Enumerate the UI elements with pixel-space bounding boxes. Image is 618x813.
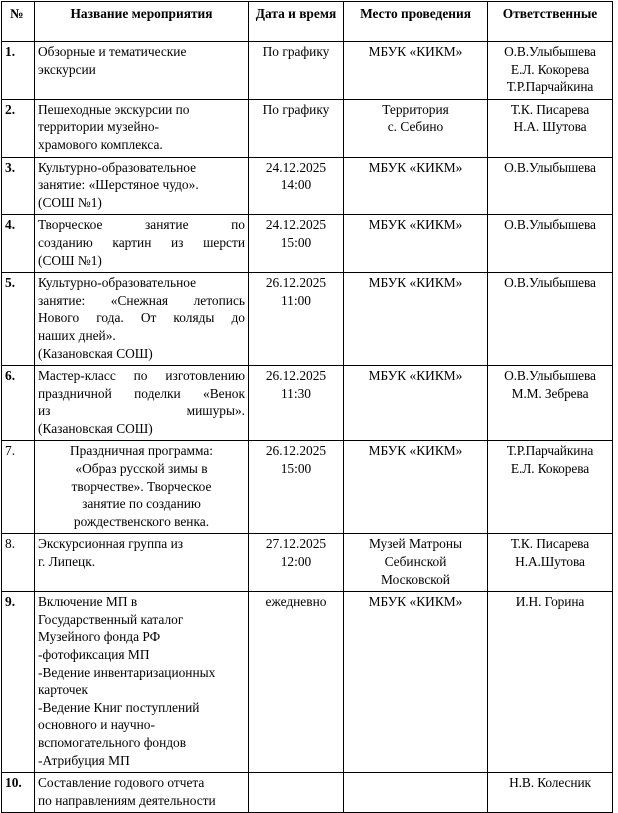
event-date (249, 157, 344, 215)
table-row (2, 441, 613, 534)
event-name-line: занятие: «Снежная летопись (38, 292, 245, 308)
header-name: Название мероприятия (35, 2, 249, 42)
event-responsible (488, 273, 613, 366)
event-place-line: Себинской (384, 554, 447, 570)
event-date-line: 14:00 (280, 177, 312, 193)
event-name-line: созданию картин из шерсти (38, 234, 245, 250)
event-name-line: -Атрибуция МП (38, 752, 130, 768)
event-name-line: (Казановская СОШ) (38, 420, 153, 436)
event-name-line: вспомогательного фондов (38, 734, 187, 750)
event-place (344, 99, 488, 157)
event-name (35, 592, 249, 773)
event-date-line: 26.12.2025 (265, 443, 327, 459)
table-row (2, 273, 613, 366)
events-table (1, 1, 613, 813)
header-row (2, 2, 613, 42)
event-responsible (488, 592, 613, 773)
event-name-line: -фотофиксация МП (38, 647, 150, 662)
event-name (35, 441, 249, 534)
event-responsible-line: И.Н. Горина (515, 594, 585, 610)
event-place (344, 773, 488, 813)
event-place (344, 157, 488, 215)
event-responsible-line: О.В.Улыбышева (504, 159, 596, 175)
event-name-line: рождественского венка. (73, 513, 210, 529)
event-name-line: из мишуры». (38, 403, 245, 419)
row-number: 9. (2, 592, 35, 773)
event-name-line: занятие: «Шерстяное чудо». (38, 177, 199, 193)
event-place-line: МБУК «КИКМ» (368, 443, 463, 459)
event-date (249, 773, 344, 813)
event-date-line: 26.12.2025 (265, 368, 327, 384)
event-responsible (488, 157, 613, 215)
event-name-line: территории музейно- (38, 119, 159, 135)
header-date: Дата и время (249, 2, 344, 42)
event-name-line: Праздничная программа: (69, 443, 214, 459)
row-number: 1. (2, 42, 35, 100)
event-place-line: с. Себино (387, 119, 444, 135)
event-name (35, 534, 249, 592)
event-name-line: -Ведение инвентаризационных (38, 664, 216, 680)
event-name-line: Культурно-образовательное (38, 159, 197, 175)
event-name-line: Мастер-класс по изготовлению (38, 368, 245, 384)
event-responsible-line: Е.Л. Кокорева (510, 61, 590, 77)
event-name-line: (СОШ №1) (38, 194, 102, 210)
event-name (35, 273, 249, 366)
event-responsible-line: Т.К. Писарева (510, 536, 590, 552)
event-responsible (488, 773, 613, 813)
event-name (35, 773, 249, 813)
event-date (249, 215, 344, 273)
event-name-line: «Образ русской зимы в (75, 461, 208, 477)
event-name-line: (Казановская СОШ) (38, 345, 153, 361)
event-name-line: Нового года. От коляды до (38, 310, 245, 326)
event-responsible-line: О.В.Улыбышева (504, 44, 596, 59)
event-place (344, 42, 488, 100)
event-responsible-line: Н.А. Шутова (513, 119, 587, 135)
event-date (249, 99, 344, 157)
event-place-line: Московской (381, 571, 450, 587)
event-date-line: 11:30 (280, 385, 311, 401)
event-responsible (488, 534, 613, 592)
table-row (2, 42, 613, 100)
event-place (344, 534, 488, 592)
event-place-line: Музей Матроны (368, 536, 463, 552)
row-number: 2. (2, 99, 35, 157)
event-name-line: экскурсии (38, 61, 96, 77)
event-responsible (488, 99, 613, 157)
event-date-line: 11:00 (280, 292, 311, 308)
event-name-line: наших дней». (38, 327, 116, 343)
event-place-line: Территория (382, 101, 449, 117)
event-date-line: 12:00 (280, 554, 312, 570)
event-responsible-line: Т.К. Писарева (510, 101, 590, 117)
event-date-line: 24.12.2025 (265, 217, 327, 233)
event-place (344, 366, 488, 441)
event-name-line: по направлениям деятельности (38, 792, 216, 808)
event-place (344, 215, 488, 273)
event-date (249, 592, 344, 773)
table-row (2, 366, 613, 441)
event-place-line: МБУК «КИКМ» (368, 217, 463, 233)
event-name (35, 157, 249, 215)
event-place (344, 273, 488, 366)
event-date (249, 441, 344, 534)
event-responsible-line: Т.Р.Парчайкина (506, 443, 594, 459)
event-date-line: 26.12.2025 (265, 275, 327, 291)
event-date-line: ежедневно (265, 594, 327, 610)
row-number: 3. (2, 157, 35, 215)
table-row (2, 99, 613, 157)
event-date-line: 15:00 (280, 234, 312, 250)
event-date-line: 27.12.2025 (265, 536, 327, 552)
event-responsible-line: Е.Л. Кокорева (510, 461, 590, 477)
event-date (249, 273, 344, 366)
table-row (2, 215, 613, 273)
row-number: 7. (2, 441, 35, 534)
event-responsible-line: М.М. Зебрева (511, 385, 589, 401)
event-name-line: Включение МП в (38, 594, 138, 610)
event-responsible-line: Т.Р.Парчайкина (506, 79, 594, 95)
event-place-line: МБУК «КИКМ» (368, 275, 463, 291)
header-num: № (2, 2, 35, 42)
event-name-line: праздничной поделки «Венок (38, 385, 245, 401)
header-place: Место проведения (344, 2, 488, 42)
event-name-line: занятие по созданию (82, 496, 201, 512)
event-date-line: По графику (262, 101, 330, 117)
event-name (35, 366, 249, 441)
event-name-line: основного и научно- (38, 717, 155, 733)
event-name-line: -Ведение Книг поступлений (38, 699, 200, 715)
event-name-line: (СОШ №1) (38, 252, 102, 268)
event-responsible-line: Н.В. Колесник (509, 775, 591, 791)
event-place-line: МБУК «КИКМ» (368, 594, 463, 610)
event-name-line: Экскурсионная группа из (38, 536, 184, 552)
event-place-line: МБУК «КИКМ» (368, 368, 463, 384)
event-name-line: Обзорные и тематические (38, 44, 187, 59)
event-date-line: 24.12.2025 (265, 159, 327, 175)
event-date-line: По графику (262, 44, 330, 59)
row-number: 4. (2, 215, 35, 273)
event-name-line: карточек (38, 682, 88, 698)
event-name-line: Государственный каталог (38, 611, 184, 627)
event-date (249, 534, 344, 592)
event-responsible-line: О.В.Улыбышева (504, 275, 596, 291)
event-name-line: Составление годового отчета (38, 775, 205, 791)
event-responsible (488, 366, 613, 441)
event-responsible (488, 215, 613, 273)
row-number: 8. (2, 534, 35, 592)
event-date (249, 366, 344, 441)
event-place-line: МБУК «КИКМ» (368, 159, 463, 175)
table-row (2, 592, 613, 773)
table-row (2, 157, 613, 215)
event-responsible (488, 441, 613, 534)
event-place (344, 441, 488, 534)
event-name (35, 99, 249, 157)
event-name-line: храмового комплекса. (38, 136, 163, 152)
row-number: 5. (2, 273, 35, 366)
event-responsible (488, 42, 613, 100)
event-name-line: Культурно-образовательное (38, 275, 197, 291)
event-name-line: творчестве». Творческое (71, 478, 212, 494)
table-row (2, 534, 613, 592)
event-name (35, 42, 249, 100)
event-date (249, 42, 344, 100)
event-name-line: Пешеходные экскурсии по (38, 101, 190, 117)
event-responsible-line: Н.А.Шутова (515, 554, 585, 570)
event-date-line: 15:00 (280, 461, 312, 477)
event-name-line: г. Липецк. (38, 554, 96, 570)
row-number: 6. (2, 366, 35, 441)
row-number: 10. (2, 773, 35, 813)
event-place-line: МБУК «КИКМ» (368, 44, 463, 59)
event-name-line: Музейного фонда РФ (38, 629, 161, 645)
table-row (2, 773, 613, 813)
event-responsible-line: О.В.Улыбышева (504, 217, 596, 233)
event-name-line: Творческое занятие по (38, 217, 245, 233)
event-place (344, 592, 488, 773)
event-responsible-line: О.В.Улыбышева (504, 368, 596, 384)
event-name (35, 215, 249, 273)
header-responsible: Ответственные (488, 2, 613, 42)
